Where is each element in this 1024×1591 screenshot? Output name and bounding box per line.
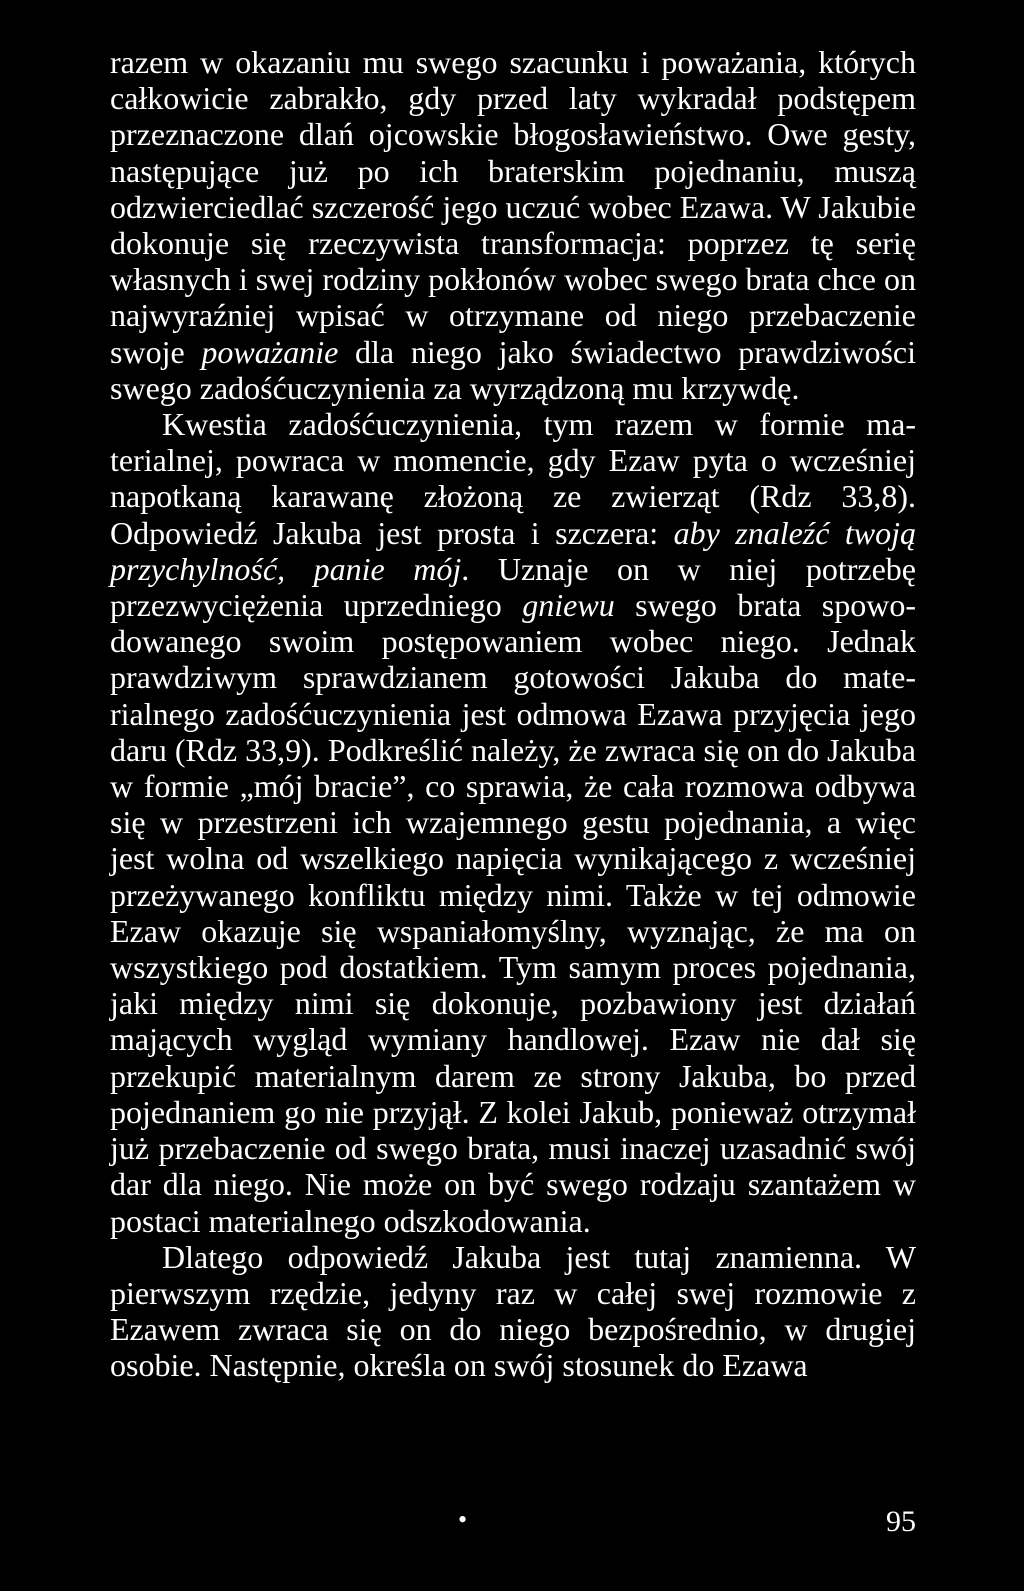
text-run: dla niego jako świadectwo prawdziwości swego zadośćuczynienia za wyrządzoną mu krzywdę.: [110, 333, 917, 406]
paragraph-2: [110, 406, 916, 1239]
text-run: . Uznaje on w niej potrzebę przezwyciężenia uprzedniego: [110, 550, 917, 624]
page-number: 95: [886, 1505, 916, 1538]
italic-text-run: poważanie: [201, 333, 339, 370]
footer-dot: •: [458, 1505, 468, 1534]
page-text: [110, 44, 916, 1384]
text-run: Kwestia zadośćuczynienia, tym razem w formie materialnej, powraca w momencie, gdy Ezaw pyta o wcześniej napotkaną karawanę złożoną ze zwierząt (Rdz 33,8). Odpowiedź Jakuba jest prosta i szczera:: [110, 406, 916, 551]
italic-text-run: gniewu: [522, 587, 615, 624]
paragraph-1: [110, 44, 916, 406]
text-run: razem w okazaniu mu swego szacunku i poważania, których całkowicie zabrakło, gdy przed laty wykradał podstępem przeznaczone dlań ojcowskie błogosławieństwo. Owe gesty, następujące już po ich braterskim pojednaniu, muszą odzwierciedlać szczerość jego uczuć wobec Ezawa. W Jakubie dokonuje się rzeczywista transformacja: poprzez tę serię własnych i swej rodziny pokłonów wobec swego brata chce on najwyraźniej wpisać w otrzymane od niego przebaczenie swoje: [110, 44, 916, 370]
paragraph-3: [110, 1239, 916, 1384]
page-footer: [110, 1502, 916, 1542]
italic-text-run: aby znaleźć twoją przychylność, panie mój: [110, 514, 917, 587]
text-run: swego brata spowodowanego swoim postępowaniem wobec niego. Jednak prawdziwym sprawdzianem gotowości Jakuba do materialnego zadośćuczynienia jest odmowa Ezawa przyjęcia jego daru (Rdz 33,9). Podkreślić należy, że zwraca się on do Jakuba w formie „mój bracie”, co sprawia, że cała rozmowa odbywa się w przestrzeni ich wzajemnego gestu pojednania, a więc jest wolna od wszelkiego napięcia wynikającego z wcześniej przeżywanego konfliktu między nimi. Także w tej odmowie Ezaw okazuje się wspaniałomyślny, wyznając, że ma on wszystkiego pod dostatkiem. Tym samym proces pojednania, jaki między nimi się dokonuje, pozbawiony jest działań mających wygląd wymiany handlowej. Ezaw nie dał się przekupić materialnym darem ze strony Jakuba, bo przed pojednaniem go nie przyjął. Z kolei Jakub, ponieważ otrzymał już przebaczenie od swego brata, musi inaczej uzasadnić swój dar dla niego. Nie może on być swego rodzaju szantażem w postaci materialnego odszkodowania.: [110, 587, 917, 1239]
text-run: Dlatego odpowiedź Jakuba jest tutaj znamienna. W pierwszym rzędzie, jedyny raz w całej swej rozmowie z Ezawem zwraca się on do niego bezpośrednio, w drugiej osobie. Następnie, określa on swój stosunek do Ezawa: [110, 1238, 916, 1384]
